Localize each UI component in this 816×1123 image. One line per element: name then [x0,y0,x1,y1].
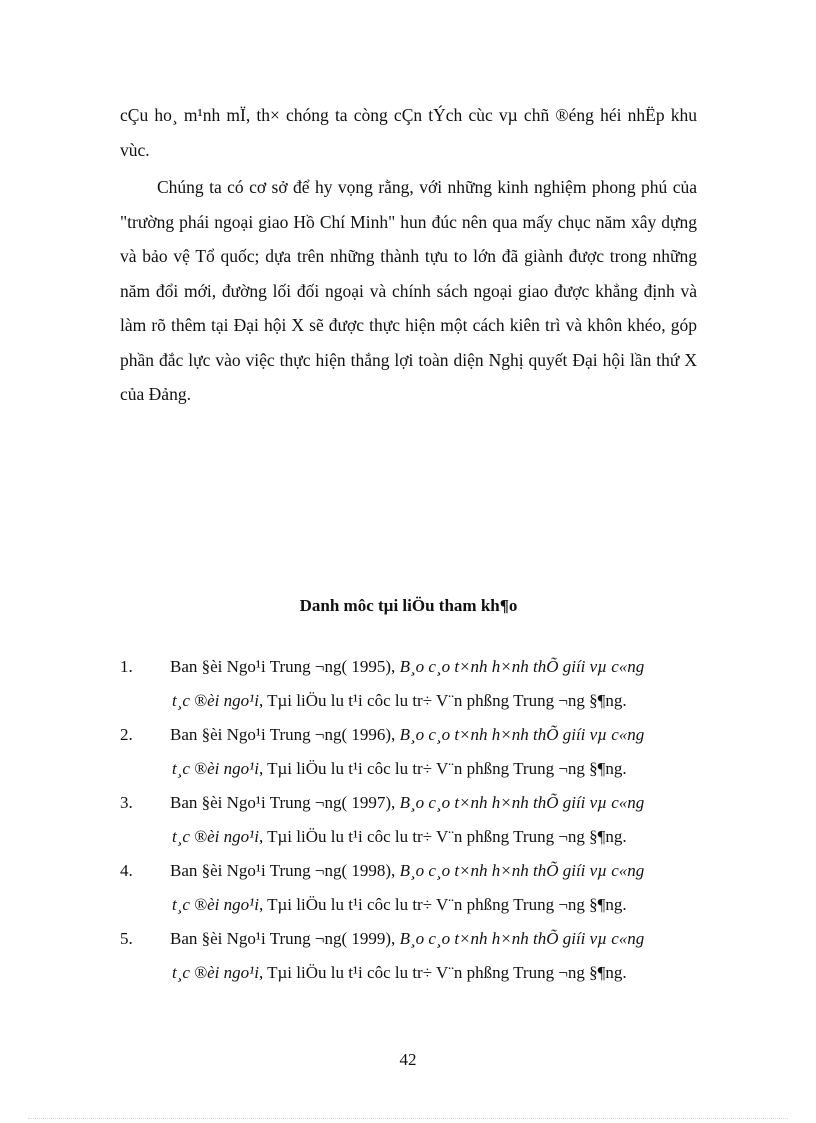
reference-item [120,650,700,718]
reference-line-2 [172,820,627,854]
reference-source: , Tµi liÖu lu t¹i côc lu tr÷ V¨n phßng Trung ¬ng §¶ng. [258,691,627,710]
references-list [120,650,700,990]
reference-title-continued: t¸c ®èi ngo¹i [172,691,259,710]
reference-author: Ban §èi Ngo¹i Trung ¬ng( 1998), [170,861,400,880]
reference-source: , Tµi liÖu lu t¹i côc lu tr÷ V¨n phßng Trung ¬ng §¶ng. [258,759,627,778]
reference-line-2 [172,956,627,990]
reference-number: 3. [120,793,133,812]
reference-item [120,718,700,786]
references-heading: Danh môc tµi liÖu tham kh¶o [299,596,518,615]
reference-line-2 [172,888,627,922]
reference-number: 1. [120,657,133,676]
page-number: 42 [399,1050,417,1069]
reference-title-continued: t¸c ®èi ngo¹i [172,895,259,914]
reference-number: 4. [120,861,133,880]
reference-source: , Tµi liÖu lu t¹i côc lu tr÷ V¨n phßng Trung ¬ng §¶ng. [258,963,627,982]
reference-item [120,854,700,922]
reference-line-1 [170,786,644,820]
reference-title: B¸o c¸o t×nh h×nh thÕ giíi vµ c«ng [399,793,645,812]
reference-author: Ban §èi Ngo¹i Trung ¬ng( 1995), [170,657,400,676]
reference-title-continued: t¸c ®èi ngo¹i [172,963,259,982]
page-bottom-divider [28,1118,788,1119]
body-paragraph-2: Chúng ta có cơ sở để hy vọng rằng, với những kinh nghiệm phong phú của "trường phái ngoại giao Hồ Chí Minh" hun đúc nên qua mấy chục năm xây dựng và bảo vệ Tổ quốc; dựa trên những thành tựu to lớn đã giành được trong những năm đổi mới, đường lối đối ngoại và chính sách ngoại giao được khẳng định và làm rõ thêm tại Đại hội X sẽ được thực hiện một cách kiên trì và khôn khéo, góp phần đắc lực vào việc thực hiện thắng lợi toàn diện Nghị quyết Đại hội lần thứ X của Đảng. [120,177,697,404]
reference-item [120,922,700,990]
reference-line-2 [172,684,627,718]
reference-title-continued: t¸c ®èi ngo¹i [172,759,259,778]
reference-item [120,786,700,854]
reference-line-1 [170,718,644,752]
reference-number: 2. [120,725,133,744]
reference-title: B¸o c¸o t×nh h×nh thÕ giíi vµ c«ng [399,861,645,880]
reference-title: B¸o c¸o t×nh h×nh thÕ giíi vµ c«ng [399,725,645,744]
reference-title: B¸o c¸o t×nh h×nh thÕ giíi vµ c«ng [399,929,645,948]
reference-line-1 [170,650,644,684]
reference-source: , Tµi liÖu lu t¹i côc lu tr÷ V¨n phßng Trung ¬ng §¶ng. [258,895,627,914]
reference-author: Ban §èi Ngo¹i Trung ¬ng( 1996), [170,725,400,744]
reference-title: B¸o c¸o t×nh h×nh thÕ giíi vµ c«ng [399,657,645,676]
reference-line-2 [172,752,627,786]
reference-line-1 [170,854,644,888]
reference-title-continued: t¸c ®èi ngo¹i [172,827,259,846]
reference-line-1 [170,922,644,956]
reference-number: 5. [120,929,133,948]
reference-author: Ban §èi Ngo¹i Trung ¬ng( 1999), [170,929,400,948]
reference-source: , Tµi liÖu lu t¹i côc lu tr÷ V¨n phßng Trung ¬ng §¶ng. [258,827,627,846]
reference-author: Ban §èi Ngo¹i Trung ¬ng( 1997), [170,793,400,812]
body-paragraph-1: cÇu ho¸ m¹nh mÏ, th× chóng ta còng cÇn tÝch cùc vµ chñ ®éng héi nhËp khu vùc. [120,105,697,160]
